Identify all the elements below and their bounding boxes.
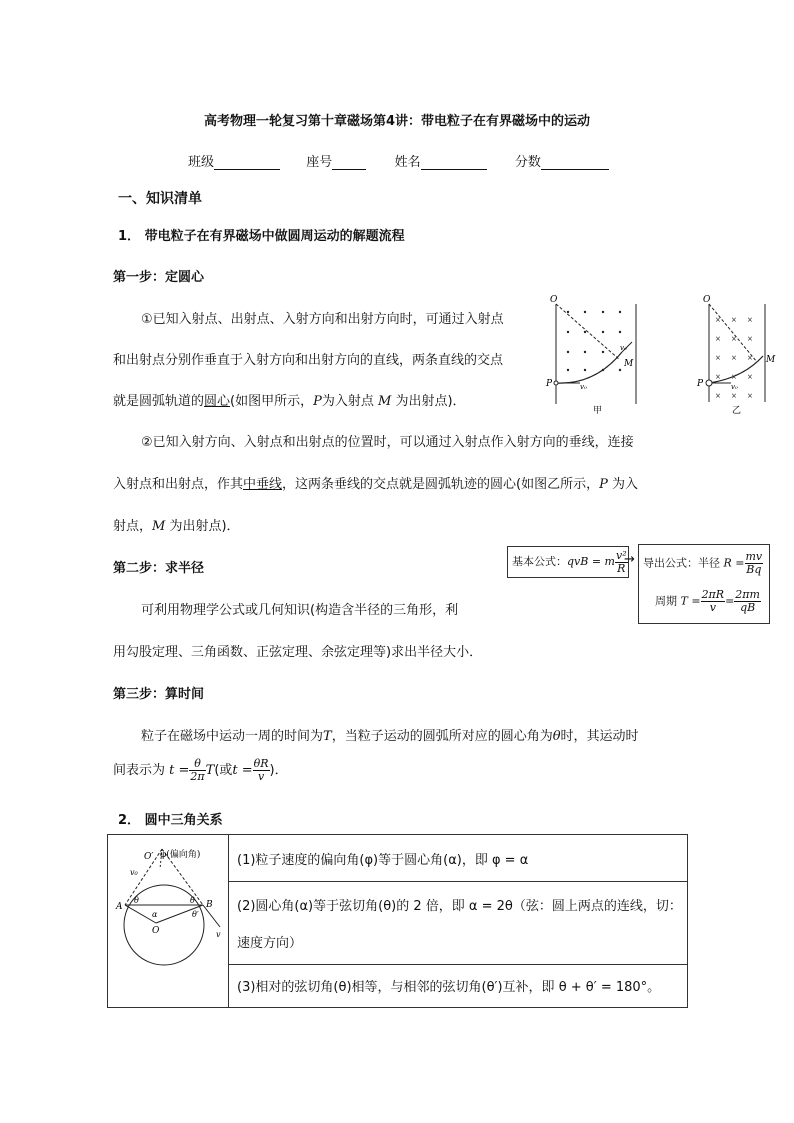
page-title: 高考物理一轮复习第十章磁场第4讲：带电粒子在有界磁场中的运动 [203,114,591,129]
svg-text:×: × [731,335,737,343]
relation-3: (3)相对的弦切角(θ)相等，与相邻的弦切角(θ′)互补，即 θ + θ′ = 180°。 [229,964,688,1007]
student-info-row [188,151,609,170]
item-1-heading: 1． 带电粒子在有界磁场中做圆周运动的解题流程 [118,229,405,244]
svg-text:θ: θ [134,896,139,905]
svg-text:P: P [697,379,704,389]
step1-p1-line1: ①已知入射点、出射点、入射方向和出射方向时，可通过入射点 [141,312,504,327]
svg-text:P: P [546,379,553,389]
step2-heading: 第二步：求半径 [113,561,205,576]
svg-text:B: B [206,900,213,910]
svg-text:θ′: θ′ [192,910,199,919]
svg-text:×: × [731,373,737,381]
svg-text:×: × [731,316,737,324]
derived-formula-box: 导出公式：半径 R = $\frac{mv}{Bq}$ 周期 T = $\frac{2\pi R}{v}$ = $\frac{2\pi m}{qB}$ [638,544,770,624]
step2-line1: 可利用物理学公式或几何知识(构造含半径的三角形，利 [141,603,459,618]
step3-line1: 粒子在磁场中运动一周的时间为T，当粒子运动的圆弧所对应的圆心角为θ时，其运动时 [141,729,639,744]
svg-text:×: × [747,392,753,400]
step1-p2-line3: 射点，M 为出射点)． [113,519,240,534]
seat-field[interactable] [332,157,366,170]
svg-text:×: × [715,335,721,343]
svg-text:×: × [747,316,753,324]
radius-line-2 [556,304,620,360]
svg-text:O: O [703,295,711,305]
figure-jia [540,290,650,418]
svg-text:O: O [152,926,160,936]
step1-p2-line1: ②已知入射方向、入射点和出射点的位置时，可以通过入射点作入射方向的垂线，连接 [141,435,634,450]
svg-text:×: × [715,316,721,324]
svg-text:乙: 乙 [732,406,742,416]
circle-figure [108,835,228,1003]
svg-text:M: M [624,359,634,369]
name-field[interactable] [421,157,487,170]
seat-label: 座号 [306,155,333,170]
formula-arrow: → [624,552,635,567]
svg-text:v₀: v₀ [731,383,738,391]
svg-text:×: × [747,335,753,343]
svg-text:O: O [550,295,558,305]
item-2-heading: 2． 圆中三角关系 [118,813,223,828]
svg-text:×: × [715,373,721,381]
class-label: 班级 [188,155,215,170]
basic-formula-box: 基本公式：qvB = m $\frac{\text{v²}}{R}$ [507,546,629,578]
svg-text:×: × [747,373,753,381]
svg-text:v₀: v₀ [130,868,138,877]
svg-text:甲: 甲 [593,406,603,416]
svg-text:×: × [747,354,753,362]
svg-text:A: A [116,902,123,912]
svg-text:O′: O′ [144,852,154,862]
figure-yi [695,290,785,418]
score-label: 分数 [514,155,541,170]
step1-p1-line3: 就是圆弧轨道的圆心(如图甲所示，P为入射点 M 为出射点)． [113,394,466,409]
step3-line2: 间表示为 t = $\frac{\theta}{2\pi}$ T(或t = $\frac{\theta R}{v}$ )． [113,757,288,783]
score-field[interactable] [541,157,609,170]
svg-text:v₀: v₀ [580,383,587,391]
svg-text:M: M [766,355,776,365]
trajectory-arc [556,352,622,383]
svg-text:×: × [715,392,721,400]
svg-text:θ: θ [190,896,195,905]
step1-p1-line2: 和出射点分别作垂直于入射方向和出射方向的直线，两条直线的交点 [113,353,504,368]
center-term: 圆心 [204,394,231,409]
bisector-term: 中垂线 [243,477,283,492]
svg-text:φ(偏向角): φ(偏向角) [160,850,201,860]
svg-text:α: α [152,910,158,919]
step2-line2: 用勾股定理、三角函数、正弦定理、余弦定理等)求出半径大小． [113,645,483,660]
svg-text:×: × [731,354,737,362]
step3-heading: 第三步：算时间 [113,687,205,702]
class-field[interactable] [214,157,280,170]
step1-heading: 第一步：定圆心 [113,270,205,285]
section-heading: 一、知识清单 [118,191,202,207]
relation-2: (2)圆心角(α)等于弦切角(θ)的 2 倍，即 α = 2θ（弦：圆上两点的连线，切： 速度方向） [229,882,688,964]
circle-relations-table [107,834,688,1008]
svg-text:v: v [216,930,221,939]
svg-text:v₀: v₀ [620,344,627,352]
name-label: 姓名 [394,155,421,170]
step1-p2-line2: 入射点和出射点，作其中垂线，这两条垂线的交点就是圆弧轨迹的圆心(如图乙所示，P 为入 [113,477,639,492]
circle-figure-cell [108,835,229,1008]
relation-1: (1)粒子速度的偏向角(φ)等于圆心角(α)，即 φ = α [229,835,688,882]
svg-text:×: × [731,392,737,400]
svg-text:×: × [715,354,721,362]
